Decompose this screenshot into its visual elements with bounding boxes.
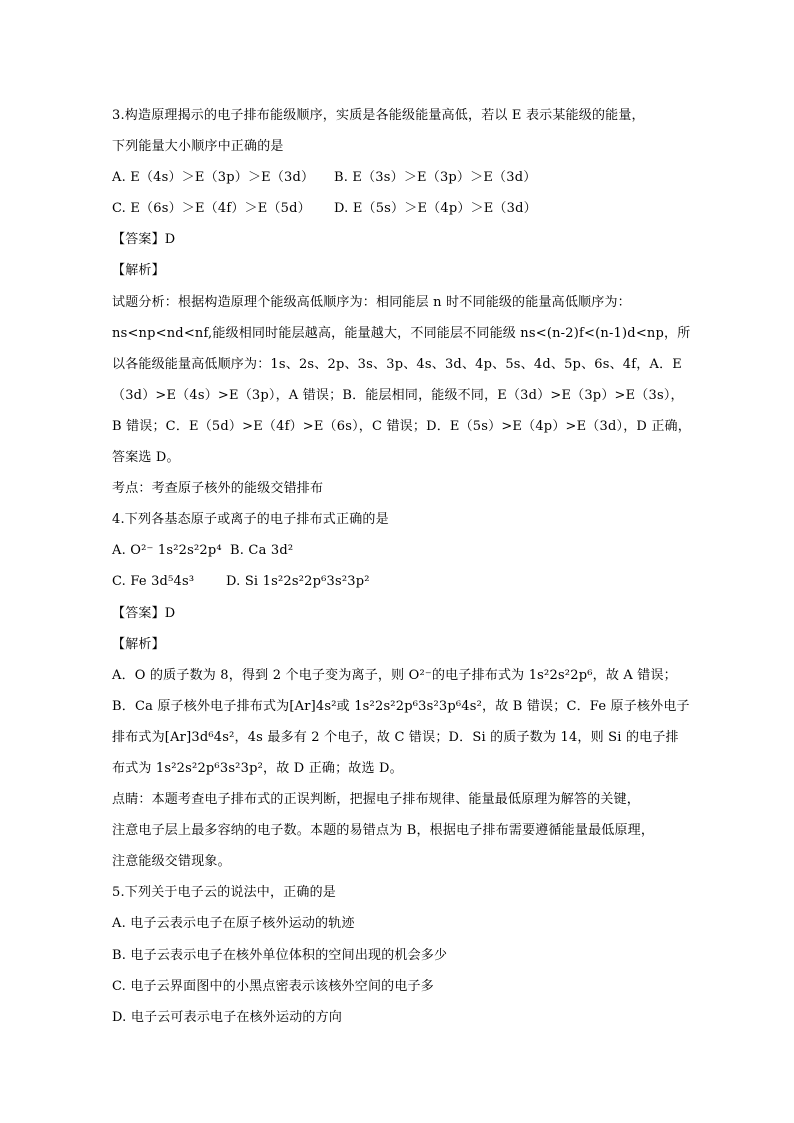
q4-option-c: C. Fe 3d⁵4s³ (112, 574, 195, 590)
q3-analysis-line-3: 以各能级能量高低顺序为：1s、2s、2p、3s、3p、4s、3d、4p、5s、4d、5p、6s、4f，A．E (112, 356, 682, 372)
q5-option-b: B. 电子云表示电子在核外单位体积的空间出现的机会多少 (112, 947, 448, 963)
q4-option-a: A. O²⁻ 1s²2s²2p⁴ (112, 543, 222, 559)
q4-analysis-line-1: A．O 的质子数为 8，得到 2 个电子变为离子，则 O²⁻的电子排布式为 1s²2s²2p⁶，故 A 错误； (112, 667, 677, 683)
q3-stem-line-2: 下列能量大小顺序中正确的是 (112, 139, 284, 155)
q4-analysis-line-3: 排布式为[Ar]3d⁶4s²，4s 最多有 2 个电子，故 C 错误；D．Si 的质子数为 14，则 Si 的电子排 (112, 729, 679, 745)
q4-answer: 【答案】D (112, 605, 176, 621)
q5-stem: 5.下列关于电子云的说法中，正确的是 (112, 885, 337, 901)
q5-option-d: D. 电子云可表示电子在核外运动的方向 (112, 1009, 343, 1025)
q4-dianjing-line-2: 注意电子层上最多容纳的电子数。本题的易错点为 B，根据电子排布需要遵循能量最低原理， (112, 823, 655, 839)
question-content (112, 100, 691, 1033)
q3-option-d: D. E（5s）＞E（4p）＞E（3d） (334, 201, 537, 217)
q3-option-b: B. E（3s）＞E（3p）＞E（3d） (334, 170, 537, 186)
q5-option-c: C. 电子云界面图中的小黑点密表示该核外空间的电子多 (112, 978, 434, 994)
q4-stem: 4.下列各基态原子或离子的电子排布式正确的是 (112, 512, 389, 528)
q3-analysis-line-5: B 错误；C．E（5d）>E（4f）>E（6s），C 错误；D．E（5s）>E（4p）>E（3d），D 正确， (112, 418, 691, 434)
q3-stem-line-1: 3.构造原理揭示的电子排布能级顺序，实质是各能级能量高低，若以 E 表示某能级的能量， (112, 108, 645, 123)
q4-analysis-heading: 【解析】 (112, 636, 165, 652)
q5-option-a: A. 电子云表示电子在原子核外运动的轨迹 (112, 916, 355, 932)
q3-analysis-heading: 【解析】 (112, 263, 165, 279)
q3-option-c: C. E（6s）＞E（4f）＞E（5d） (112, 201, 311, 217)
q3-options-row-1 (112, 162, 686, 193)
q4-option-d: D. Si 1s²2s²2p⁶3s²3p² (226, 574, 370, 590)
q4-dianjing-line-1: 点睛：本题考查电子排布式的正误判断，把握电子排布规律、能量最低原理为解答的关键， (112, 792, 641, 808)
q4-option-b: B. Ca 3d² (230, 543, 294, 559)
q3-option-a: A. E（4s）＞E（3p）＞E（3d） (112, 170, 315, 186)
q3-answer: 【答案】D (112, 232, 176, 248)
q4-analysis-line-2: B．Ca 原子核外电子排布式为[Ar]4s²或 1s²2s²2p⁶3s²3p⁶4s²，故 B 错误；C．Fe 原子核外电子 (112, 698, 690, 714)
q3-analysis-line-1: 试题分析：根据构造原理个能级高低顺序为：相同能层 n 时不同能级的能量高低顺序为： (112, 294, 631, 310)
q3-kaodian: 考点：考查原子核外的能级交错排布 (112, 481, 324, 497)
q3-analysis-line-4: （3d）>E（4s）>E（3p），A 错误；B．能层相同，能级不同，E（3d）>E（3p）>E（3s）， (112, 387, 684, 403)
q4-options-row-1 (112, 535, 686, 566)
q3-analysis-line-2: ns<np<nd<nf,能级相同时能层越高，能量越大，不同能层不同能级 ns<(n-2)f<(n-1)d<np，所 (112, 325, 691, 341)
q4-options-row-2 (112, 566, 686, 597)
q4-analysis-line-4: 布式为 1s²2s²2p⁶3s²3p²，故 D 正确；故选 D。 (112, 760, 403, 776)
q3-analysis-line-6: 答案选 D。 (112, 450, 180, 466)
q3-options-row-2 (112, 193, 686, 224)
q4-dianjing-line-3: 注意能级交错现象。 (112, 854, 231, 870)
